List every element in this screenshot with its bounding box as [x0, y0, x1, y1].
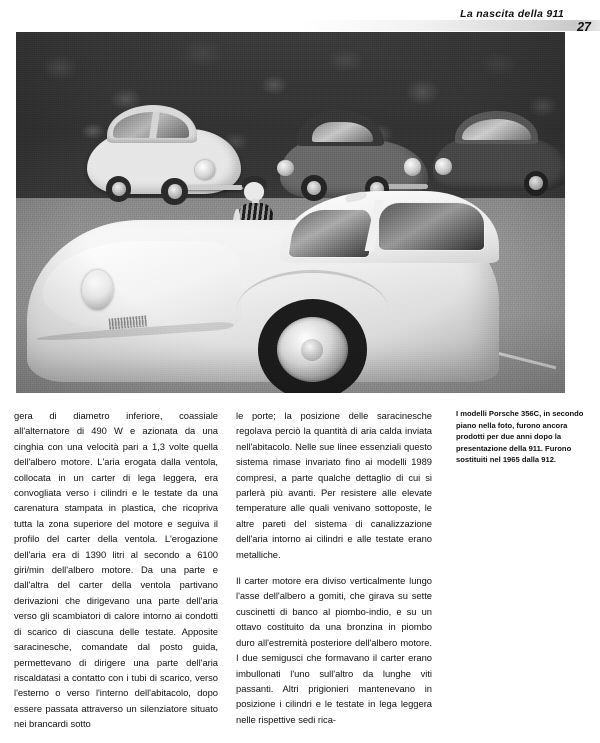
- article-body: [0, 408, 600, 730]
- paragraph: Il carter motore era diviso verticalmente lungo l'asse dell'albero a gomiti, che girava su sette cuscinetti di banco al piombo-indio, e su un ottavo costituito da una bronzina in piombo duro all'estremità posteriore dell'albero motore. I due semigusci che formavano il carter erano imbullonati l'uno sull'altro da lunghe viti passanti. Altri prigionieri mantenevano in posizione i cilindri e le testate in lega leggera nelle rispettive sedi rica-: [236, 575, 432, 725]
- page-number: 27: [577, 20, 591, 34]
- text-column-2: [236, 408, 432, 738]
- photo-vignette: [16, 32, 565, 393]
- caption-text: I modelli Porsche 356C, in secondo piano nella foto, furono ancora prodotti per due anni dopo la presentazione della 911. Furono sostituiti nel 1965 dalla 912.: [456, 409, 584, 465]
- photograph: [16, 32, 565, 393]
- paragraph: le porte; la posizione delle saracinesche regolava perciò la quantità di aria calda inviata nell'abitacolo. Nelle sue linee essenziali questo sistema rimase invariato fino ai modelli 1989 compresi, a parte qualche dettaglio di cui si parlerà più avanti. Per resistere alle elevate temperature alle quali venivano sottoposte, le altre pareti del sistema di canalizzazione dell'aria intorno ai cilindri e alle testate erano metalliche.: [236, 410, 432, 560]
- text-column-1: [14, 408, 218, 743]
- paragraph: gera di diametro inferiore, coassiale all'alternatore di 490 W e azionata da una cinghia con una velocità pari a 1,3 volte quella dell'albero motore. L'aria erogata dalla ventola, collocata in un carter di lega leggera, era convogliata verso i cilindri e le testate da una carenatura stampata in plastica, che ricopriva tutta la zona superiore del motore e seguiva il profilo del carter della ventola. L'erogazione dell'aria era di 1390 litri al secondo a 6100 giri/min dell'albero motore. Da una parte e dall'altra del carter della ventola partivano derivazioni che dirigevano una parte dell'aria verso gli scambiatori di calore intorno ai condotti di scarico di ciascuna delle testate. Apposite saracinesche, comandate dal posto guida, permettevano di dirigere una parte dell'aria riscaldatasi a contatto con i tubi di scarico, verso l'esterno o verso l'interno dell'abitacolo, dopo essere passata attraverso un silenziatore situato nei brancardi sotto: [14, 410, 218, 730]
- photo-caption: [456, 408, 588, 466]
- chapter-title: La nascita della 911: [460, 8, 564, 20]
- running-header: [0, 0, 600, 34]
- header-gradient-band: [300, 20, 600, 31]
- photo-content: [16, 32, 565, 393]
